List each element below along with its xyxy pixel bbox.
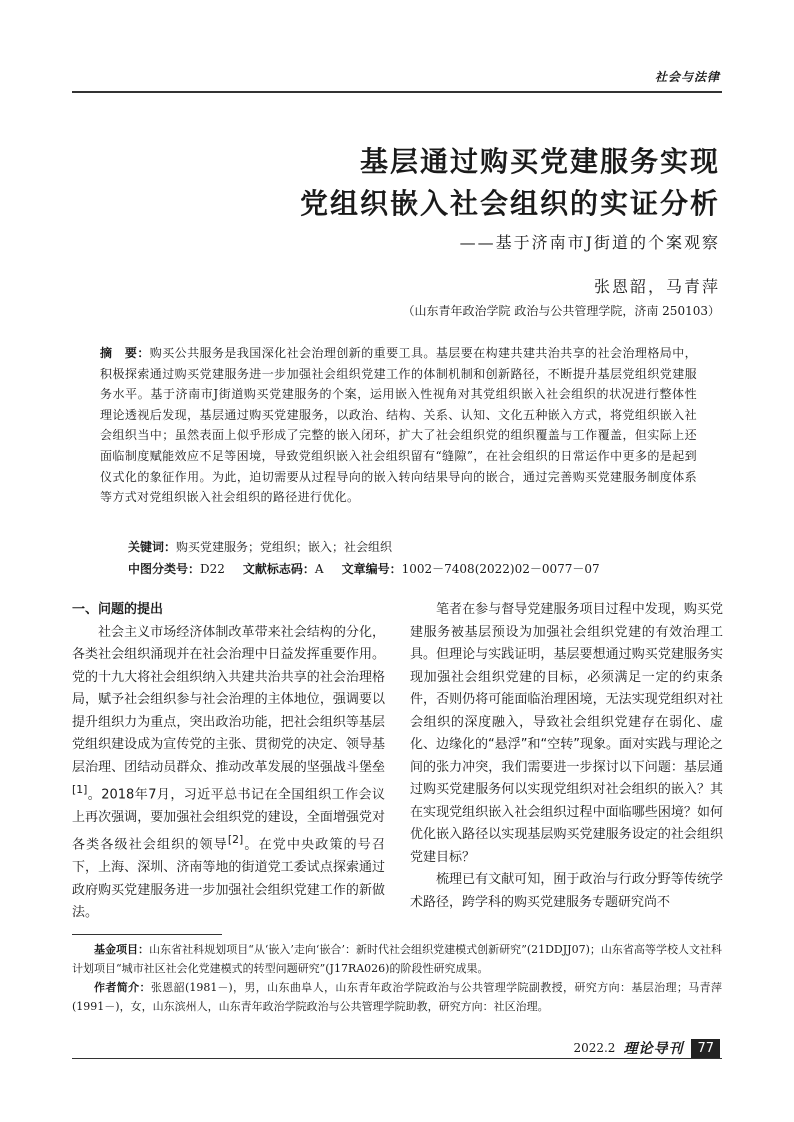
clc-value: D22 <box>200 562 225 576</box>
page-footer <box>573 1037 720 1059</box>
funding-text: 山东省社科规划项目“从‘嵌入’走向‘嵌合’：新时代社会组织党建模式创新研究”(21DDJJ07)；山东省高等学校人文社科计划项目“城市社区社会化党建模式的转型问题研究”(J17RA026)的阶段性研究成果。 <box>72 943 723 975</box>
section-heading: 一、问题的提出 <box>72 602 164 617</box>
journal-section-label: 社会与法律 <box>654 70 720 84</box>
article-title-line-1: 基层通过购买党建服务实现 <box>359 145 720 178</box>
keywords-text: 购买党建服务；党组织；嵌入；社会组织 <box>176 540 393 554</box>
journal-name: 理论导刊 <box>623 1041 684 1057</box>
body-paragraph: 梳理已有文献可知，囿于政治与行政分野等传统学术路径，跨学科的购买党建服务专题研究尚不 <box>410 872 723 910</box>
article-number-value: 1002－7408(2022)02－0077－07 <box>401 562 600 576</box>
doc-code-value: A <box>314 562 324 576</box>
body-paragraph <box>72 622 385 925</box>
abstract <box>100 343 697 508</box>
clc-label: 中图分类号： <box>128 562 201 576</box>
body-text: 。2018年7月，习近平总书记在全国组织工作会议上再次强调，要加强社会组织党的建设，全面增强党对各类各级社会组织的领导 <box>72 787 385 853</box>
author-bio-label: 作者简介： <box>94 981 151 994</box>
citation-ref: [2] <box>227 833 244 847</box>
author-names: 张恩韶，马青萍 <box>593 277 720 296</box>
body-column-right <box>410 599 723 914</box>
author-affiliation: （山东青年政治学院 政治与公共管理学院，济南 250103） <box>402 304 720 318</box>
keywords <box>128 538 392 555</box>
citation-ref: [1] <box>72 783 88 796</box>
funding-label: 基金项目： <box>94 943 150 956</box>
article-title-line-2: 党组织嵌入社会组织的实证分析 <box>299 187 720 220</box>
header-divider <box>72 91 722 93</box>
article-subtitle: ——基于济南市J街道的个案观察 <box>459 233 720 252</box>
issue-date: 2022.2 <box>573 1041 616 1055</box>
footnote-funding <box>72 940 722 978</box>
abstract-label: 摘 要： <box>100 346 150 360</box>
footer-divider <box>72 1058 722 1059</box>
body-text: 。在党中央政策的号召下，上海、深圳、济南等地的街道党工委试点探索通过政府购买党建服务进一步加强社会组织党建工作的新做法。 <box>72 837 385 921</box>
classification-line <box>128 560 618 577</box>
body-paragraph: 笔者在参与督导党建服务项目过程中发现，购买党建服务被基层预设为加强社会组织党建的有效治理工具。但理论与实践证明，基层要想通过购买党建服务实现加强社会组织党建的目标，必须满足一定的约束条件，否则仍将可能面临治理困境，无法实现党组织对社会组织的深度融入，导致社会组织党建存在弱化、虚化、边缘化的“悬浮”和“空转”现象。面对实践与理论之间的张力冲突，我们需要进一步探讨以下问题：基层通过购买党建服务何以实现党组织对社会组织的嵌入？其在实现党组织嵌入社会组织过程中面临哪些困境？如何优化嵌入路径以实现基层购买党建服务设定的社会组织党建目标？ <box>410 602 723 865</box>
abstract-text: 购买公共服务是我国深化社会治理创新的重要工具。基层要在构建共建共治共享的社会治理格局中，积极探索通过购买党建服务进一步加强社会组织党建工作的体制机制和创新路径，不断提升基层党组织党建服务水平。基于济南市J街道购买党建服务的个案，运用嵌入性视角对其党组织嵌入社会组织的状况进行整体性理论透视后发现，基层通过购买党建服务，以政治、结构、关系、认知、文化五种嵌入方式，将党组织嵌入社会组织当中；虽然表面上似乎形成了完整的嵌入闭环，扩大了社会组织党的组织覆盖与工作覆盖，但实际上还面临制度赋能效应不足等困境，导致党组织嵌入社会组织留有“缝隙”，在社会组织的日常运作中更多的是起到仪式化的象征作用。为此，迫切需要从过程导向的嵌入转向结果导向的嵌合，通过完善购买党建服务制度体系等方式对党组织嵌入社会组织的路径进行优化。 <box>100 346 698 505</box>
doc-code-label: 文献标志码： <box>242 562 315 576</box>
author-bio-text: 张恩韶(1981－)，男，山东曲阜人，山东青年政治学院政治与公共管理学院副教授，研究方向：基层治理；马青萍(1991－)，女，山东滨州人，山东青年政治学院政治与公共管理学院助教，研究方向：社区治理。 <box>72 981 722 1013</box>
page-number: 77 <box>691 1039 720 1058</box>
keywords-label: 关键词： <box>128 540 177 554</box>
footnote-divider <box>72 934 222 935</box>
footnote-author-bio <box>72 978 722 1016</box>
body-text: 社会主义市场经济体制改革带来社会结构的分化，各类社会组织涌现并在社会治理中日益发挥重要作用。党的十九大将社会组织纳入共建共治共享的社会治理格局，赋予社会组织参与社会治理的主体地位，强调要以提升组织力为重点，突出政治功能，把社会组织等基层党组织建设成为宣传党的主张、贯彻党的决定、领导基层治理、团结动员群众、推动改革发展的坚强战斗堡垒 <box>72 624 385 775</box>
body-column-left <box>72 599 385 925</box>
article-number-label: 文章编号： <box>341 562 402 576</box>
